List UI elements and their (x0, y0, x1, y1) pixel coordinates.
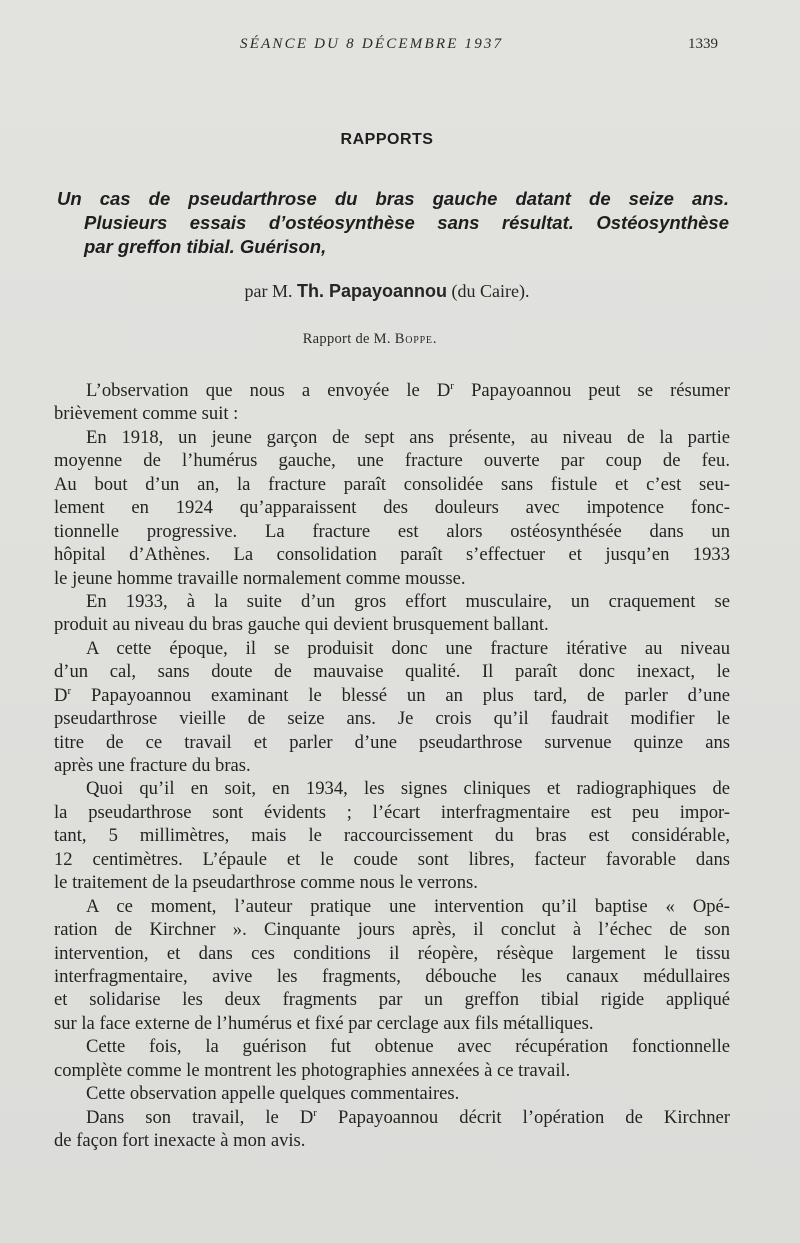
text-run: d’un cal, sans doute de mauvaise qualité. Il paraît donc inexact, le (54, 661, 730, 683)
text-run: de façon fort inexacte à mon avis. (54, 1130, 306, 1151)
author-name: Th. Papayoannou (297, 281, 448, 301)
page-number: 1339 (688, 36, 718, 52)
text-run: après une fracture du bras. (54, 755, 251, 776)
text-run: intervention, et dans ces conditions il réopère, résèque largement le tissu (54, 942, 730, 964)
text-run: le jeune homme travaille normalement comme mousse. (54, 567, 466, 589)
byline (0, 281, 774, 302)
text-run: Quoi qu’il en soit, en 1934, les signes cliniques et radiographiques de (86, 778, 730, 800)
text-run: tant, 5 millimètres, mais le raccourcissement du bras est considérable, (54, 825, 730, 847)
text-run: pseudarthrose vieille de seize ans. Je crois qu’il faudrait modifier le (54, 708, 730, 730)
section-title: RAPPORTS (340, 131, 434, 148)
article-title-line: Un cas de pseudarthrose du bras gauche datant de seize ans. (57, 188, 729, 209)
body-text-line (54, 402, 730, 425)
body-text-line (54, 848, 730, 871)
reporter-name: Boppe. (394, 331, 438, 347)
text-run: produit au niveau du bras gauche qui devient brusquement ballant. (54, 614, 549, 636)
text-run: Papayoannou décrit l’opération de Kirchner (316, 1106, 730, 1128)
superscript: r (450, 380, 454, 392)
text-run: A ce moment, l’auteur pratique une intervention qu’il baptise « Opé- (86, 895, 730, 917)
byline-prefix: par M. (244, 281, 293, 301)
body-text-line (54, 824, 730, 847)
text-run: et solidarise les deux fragments par un greffon tibial rigide appliqué (54, 989, 730, 1011)
body-text-line (54, 754, 730, 777)
body-text-line (54, 567, 730, 590)
body-text-line (54, 590, 730, 613)
body-text-line (54, 988, 730, 1011)
author-affiliation: (du Caire). (451, 281, 530, 301)
body-text-line (54, 520, 730, 543)
text-run: hôpital d’Athènes. La consolidation paraît s’effectuer et jusqu’en 1933 (54, 544, 730, 566)
text-run: tionnelle progressive. La fracture est alors ostéosynthésée dans un (54, 520, 730, 542)
body-text-line (54, 449, 730, 472)
body-text-line (54, 613, 730, 636)
body-text-line (54, 637, 730, 660)
text-run: sur la face externe de l’humérus et fixé par cerclage aux fils métalliques. (54, 1012, 594, 1034)
body-text-line (54, 1106, 730, 1129)
superscript: r (313, 1106, 317, 1119)
body-text-line (54, 731, 730, 754)
text-run: A cette époque, il se produisit donc une fracture itérative au niveau (86, 637, 730, 659)
body-text-line (54, 1012, 730, 1035)
text-run: ration de Kirchner ». Cinquante jours après, il conclut à l’échec de son (54, 919, 730, 941)
body-text-line (54, 379, 730, 402)
text-run: Papayoannou peut se résumer (453, 380, 730, 401)
report-body (54, 379, 730, 1152)
text-run: 12 centimètres. L’épaule et le coude sont libres, facteur favorable dans (54, 848, 730, 870)
body-text-line (54, 1129, 730, 1152)
body-text-line (54, 1035, 730, 1058)
body-text-line (54, 918, 730, 941)
running-head: SÉANCE DU 8 DÉCEMBRE 1937 (240, 36, 504, 52)
text-run: Dans son travail, le D (86, 1106, 314, 1128)
body-text-line (54, 426, 730, 449)
body-text-line (54, 1059, 730, 1082)
body-text-line (54, 871, 730, 894)
text-run: Au bout d’un an, la fracture paraît consolidée sans fistule et c’est seu- (54, 473, 730, 495)
body-text-line (54, 965, 730, 988)
report-prefix: Rapport de M. (302, 331, 391, 347)
text-run: moyenne de l’humérus gauche, une fracture ouverte par coup de feu. (54, 450, 730, 472)
text-run: Papayoannou examinant le blessé un an plus tard, de parler d’une (71, 684, 730, 706)
body-text-line (54, 801, 730, 824)
text-run: D (54, 684, 68, 706)
body-text-line (54, 473, 730, 496)
body-text-line (54, 942, 730, 965)
article-title (57, 187, 729, 259)
text-run: complète comme le montrent les photographies annexées à ce travail. (54, 1059, 571, 1081)
text-run: lement en 1924 qu’apparaissent des douleurs avec impotence fonc- (54, 497, 730, 519)
article-title-line: par greffon tibial. Guérison, (84, 236, 327, 257)
body-text-line (54, 543, 730, 566)
body-text-line (54, 684, 730, 707)
article-title-line: Plusieurs essais d’ostéosynthèse sans résultat. Ostéosynthèse (84, 212, 729, 233)
text-run: En 1918, un jeune garçon de sept ans présente, au niveau de la partie (86, 426, 730, 448)
report-attribution (0, 331, 740, 348)
body-text-line (54, 496, 730, 519)
body-text-line (54, 777, 730, 800)
superscript: r (67, 684, 72, 697)
body-text-line (54, 895, 730, 918)
text-run: interfragmentaire, avive les fragments, débouche les canaux médullaires (54, 965, 730, 987)
text-run: En 1933, à la suite d’un gros effort musculaire, un craquement se (86, 590, 730, 612)
text-run: Cette observation appelle quelques commentaires. (86, 1083, 460, 1105)
text-run: le traitement de la pseudarthrose comme nous le verrons. (54, 872, 478, 894)
text-run: la pseudarthrose sont évidents ; l’écart interfragmentaire est peu impor- (54, 801, 730, 823)
body-text-line (54, 660, 730, 683)
text-run: brièvement comme suit : (54, 403, 239, 425)
text-run: L’observation que nous a envoyée le D (86, 380, 451, 401)
text-run: titre de ce travail et parler d’une pseudarthrose survenue quinze ans (54, 731, 730, 753)
body-text-line (54, 1082, 730, 1105)
text-run: Cette fois, la guérison fut obtenue avec récupération fonctionnelle (86, 1036, 730, 1058)
body-text-line (54, 707, 730, 730)
